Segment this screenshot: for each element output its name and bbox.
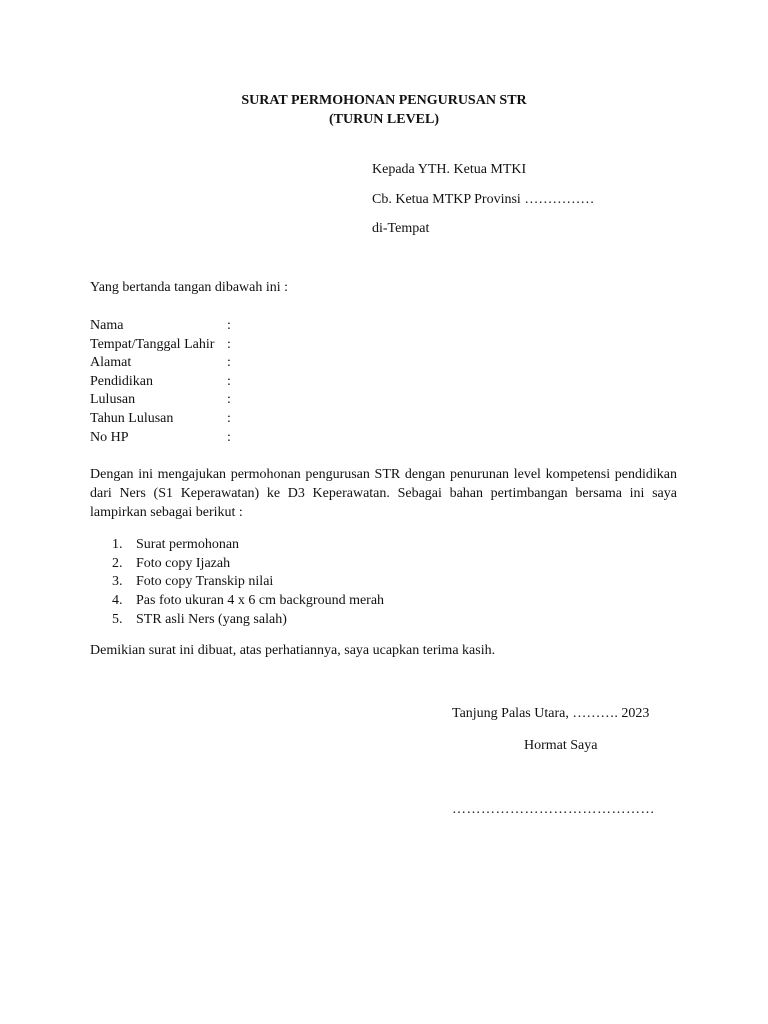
field-label: Alamat bbox=[90, 355, 132, 371]
intro-text: Yang bertanda tangan dibawah ini : bbox=[90, 280, 289, 295]
field-label: Tahun Lulusan bbox=[90, 410, 174, 426]
list-text: Foto copy Ijazah bbox=[136, 555, 231, 571]
list-number: 5. bbox=[112, 611, 123, 627]
list-number: 3. bbox=[112, 574, 123, 590]
field-separator: : bbox=[227, 429, 231, 445]
list-item bbox=[112, 611, 384, 630]
field-row-lulusan bbox=[90, 391, 231, 410]
letter-subtitle: (TURUN LEVEL) bbox=[328, 112, 440, 127]
signature-line: …………………………………… bbox=[452, 802, 655, 817]
salutation: Hormat Saya bbox=[524, 738, 598, 753]
field-label: Tempat/Tanggal Lahir bbox=[90, 336, 215, 352]
list-item bbox=[112, 536, 384, 555]
list-number: 4. bbox=[112, 593, 123, 609]
list-item bbox=[112, 592, 384, 611]
field-separator: : bbox=[227, 318, 231, 333]
attachment-list bbox=[112, 536, 384, 630]
field-label: Pendidikan bbox=[90, 373, 153, 389]
field-separator: : bbox=[227, 355, 231, 371]
field-separator: : bbox=[227, 336, 231, 352]
field-label: Lulusan bbox=[90, 392, 136, 408]
field-row-pendidikan bbox=[90, 373, 231, 392]
list-item bbox=[112, 573, 384, 592]
field-label: No HP bbox=[90, 429, 129, 445]
field-row-no-hp bbox=[90, 429, 231, 448]
field-label: Nama bbox=[90, 318, 124, 333]
request-paragraph: Dengan ini mengajukan permohonan pengurusan STR dengan penurunan level kompetensi pendidikan dari Ners (S1 Keperawatan) ke D3 Keperawatan. Sebagai bahan pertimbangan bersama ini saya lampirkan sebagai berikut : bbox=[90, 467, 677, 520]
field-row-nama bbox=[90, 317, 231, 336]
recipient-line-1: Kepada YTH. Ketua MTKI bbox=[372, 162, 527, 177]
letter-title: SURAT PERMOHONAN PENGURUSAN STR bbox=[241, 93, 527, 108]
list-number: 2. bbox=[112, 555, 123, 571]
field-separator: : bbox=[227, 410, 231, 426]
applicant-fields bbox=[90, 317, 231, 447]
field-row-tempat-tanggal-lahir bbox=[90, 336, 231, 355]
closing-text: Demikian surat ini dibuat, atas perhatiannya, saya ucapkan terima kasih. bbox=[90, 643, 496, 658]
field-separator: : bbox=[227, 392, 231, 408]
list-number: 1. bbox=[112, 537, 123, 552]
recipient-line-2: Cb. Ketua MTKP Provinsi …………… bbox=[372, 192, 595, 207]
field-separator: : bbox=[227, 373, 231, 389]
field-row-alamat bbox=[90, 354, 231, 373]
list-item bbox=[112, 555, 384, 574]
list-text: Foto copy Transkip nilai bbox=[136, 574, 274, 590]
place-date: Tanjung Palas Utara, ………. 2023 bbox=[452, 706, 650, 721]
recipient-line-3: di-Tempat bbox=[372, 221, 430, 236]
list-text: Surat permohonan bbox=[136, 537, 240, 552]
list-text: Pas foto ukuran 4 x 6 cm background merah bbox=[136, 593, 385, 609]
list-text: STR asli Ners (yang salah) bbox=[136, 611, 287, 627]
field-row-tahun-lulusan bbox=[90, 410, 231, 429]
